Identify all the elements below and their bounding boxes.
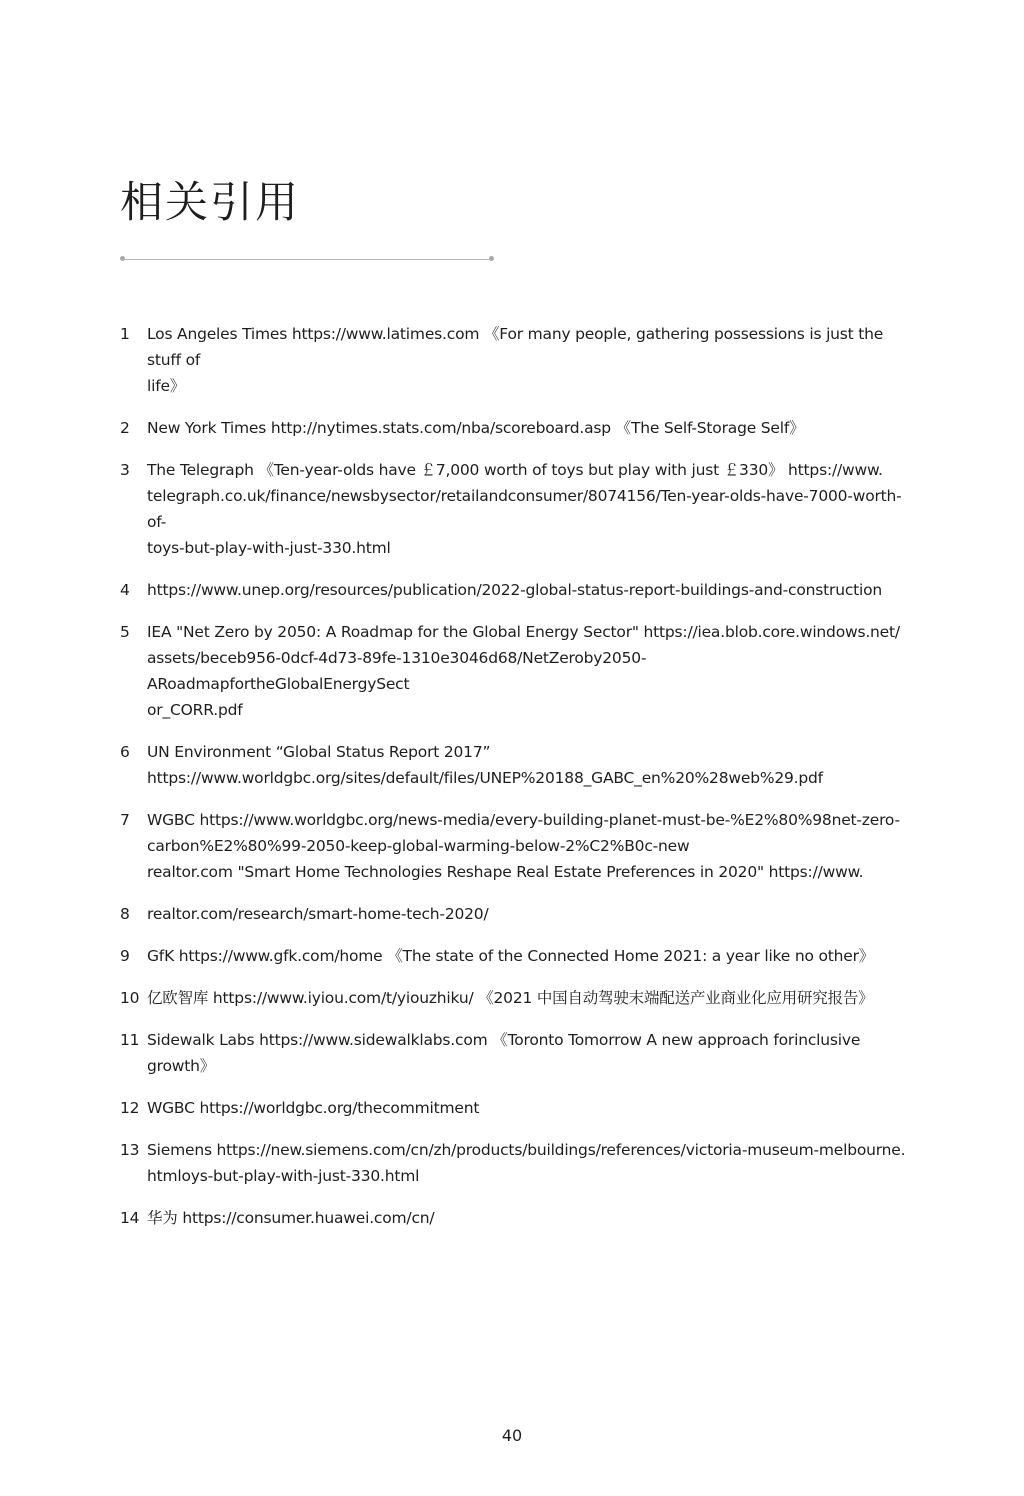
reference-item [120, 1027, 910, 1079]
reference-text: UN Environment “Global Status Report 2017” https://www.worldgbc.org/sites/default/files/UNEP%20188_GABC_en%20%28web%29.pdf [147, 743, 823, 787]
reference-item [120, 1095, 910, 1121]
reference-text: realtor.com/research/smart-home-tech-2020/ [147, 905, 489, 923]
reference-number: 10 [120, 989, 140, 1007]
reference-number: 4 [120, 581, 130, 599]
reference-text: Siemens https://new.siemens.com/cn/zh/products/buildings/references/victoria-museum-melbourne. htmloys-but-play-with-just-330.html [147, 1141, 906, 1185]
reference-item [120, 415, 910, 441]
reference-number: 2 [120, 419, 130, 437]
reference-item [120, 577, 910, 603]
reference-item [120, 457, 910, 561]
page-title: 相关引用 [120, 178, 300, 228]
title-divider [122, 259, 492, 260]
reference-number: 1 [120, 325, 130, 343]
reference-text: The Telegraph 《Ten-year-olds have ￡7,000 worth of toys but play with just ￡330》 https://www. telegraph.co.uk/finance/newsbysector/retailandconsumer/8074156/Ten-year-olds-have-7000-worth-of- toys-but-play-with-just-330.html [147, 461, 902, 557]
reference-item [120, 1205, 910, 1231]
reference-item [120, 943, 910, 969]
reference-text: WGBC https://www.worldgbc.org/news-media/every-building-planet-must-be-%E2%80%98net-zero- carbon%E2%80%99-2050-keep-global-warming-below-2%C2%B0c-new realtor.com "Smart Home Technologies Reshape Real Estate Preferences in 2020" https://www. [147, 811, 900, 881]
reference-text: Los Angeles Times https://www.latimes.com 《For many people, gathering possessions is just the stuff of life》 [147, 325, 884, 395]
reference-number: 3 [120, 461, 130, 479]
reference-text: IEA "Net Zero by 2050: A Roadmap for the Global Energy Sector" https://iea.blob.core.windows.net/ assets/beceb956-0dcf-4d73-89fe-1310e3046d68/NetZeroby2050- ARoadmapfortheGlobalEnergySect or_CORR.pdf [147, 623, 900, 719]
reference-text: New York Times http://nytimes.stats.com/nba/scoreboard.asp 《The Self-Storage Self》 [147, 419, 805, 437]
reference-item [120, 807, 910, 885]
reference-item [120, 619, 910, 723]
reference-number: 12 [120, 1099, 140, 1117]
divider-right-dot [489, 256, 494, 261]
reference-number: 5 [120, 623, 130, 641]
reference-text: 亿欧智库 https://www.iyiou.com/t/yiouzhiku/ 《2021 中国自动驾驶末端配送产业商业化应用研究报告》 [147, 989, 874, 1007]
reference-number: 9 [120, 947, 130, 965]
reference-number: 11 [120, 1031, 140, 1049]
reference-item [120, 1137, 910, 1189]
reference-text: WGBC https://worldgbc.org/thecommitment [147, 1099, 480, 1117]
reference-item [120, 739, 910, 791]
reference-item [120, 985, 910, 1011]
reference-text: 华为 https://consumer.huawei.com/cn/ [147, 1209, 435, 1227]
reference-number: 8 [120, 905, 130, 923]
reference-number: 13 [120, 1141, 140, 1159]
reference-text: https://www.unep.org/resources/publication/2022-global-status-report-buildings-and-construction [147, 581, 883, 599]
reference-text: GfK https://www.gfk.com/home 《The state of the Connected Home 2021: a year like no other》 [147, 947, 875, 965]
reference-list [120, 321, 910, 1247]
reference-number: 14 [120, 1209, 140, 1227]
page-number: 40 [501, 1426, 523, 1445]
reference-text: Sidewalk Labs https://www.sidewalklabs.com 《Toronto Tomorrow A new approach forinclusive growth》 [147, 1031, 861, 1075]
reference-item [120, 321, 910, 399]
reference-number: 6 [120, 743, 130, 761]
reference-item [120, 901, 910, 927]
reference-number: 7 [120, 811, 130, 829]
divider-left-dot [120, 256, 125, 261]
